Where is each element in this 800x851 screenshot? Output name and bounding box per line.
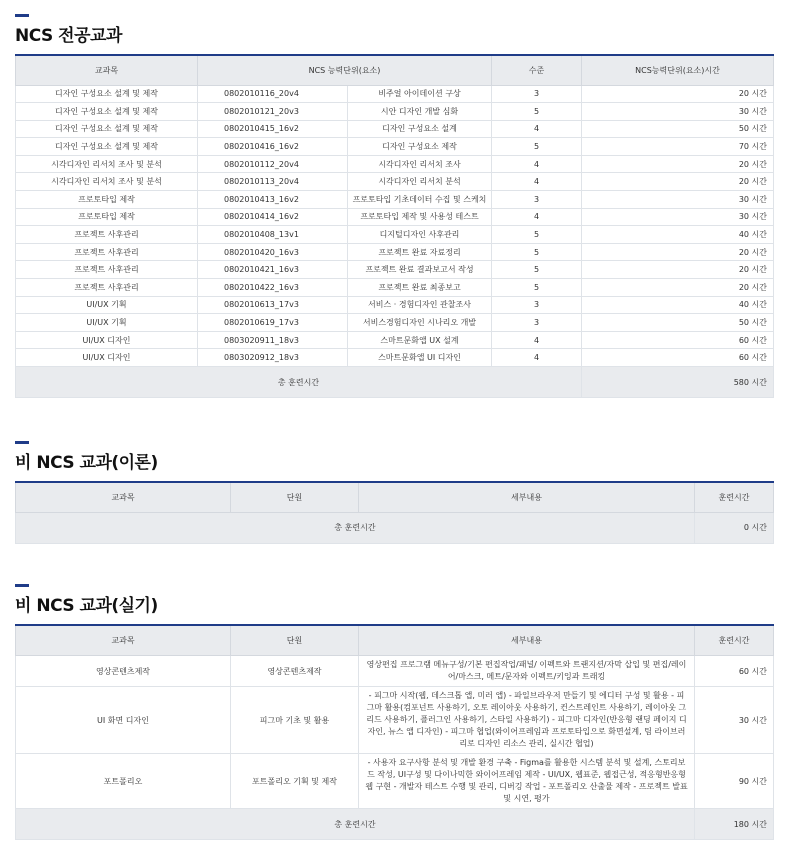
col-header-unit: 단원 xyxy=(231,482,359,512)
cell-subject: 프로젝트 사후관리 xyxy=(16,279,198,297)
cell-detail: 영상편집 프로그램 메뉴구성/기본 편집작업/패널/ 이펙트와 트랜지션/자막 삽입 및 편집/레이어/마스크, 메트/문자와 이펙트/키잉과 트래킹 xyxy=(359,656,695,687)
ncs-major-table xyxy=(15,54,774,398)
accent-bar xyxy=(15,584,29,587)
cell-level: 3 xyxy=(492,296,582,314)
cell-code: 0802010408_13v1 xyxy=(198,226,348,244)
cell-level: 5 xyxy=(492,243,582,261)
cell-hours: 50 시간 xyxy=(582,314,774,332)
cell-unit: 스마트문화앱 UI 디자인 xyxy=(348,349,492,367)
table-row xyxy=(16,120,774,138)
total-row xyxy=(16,809,774,840)
cell-code: 0802010121_20v3 xyxy=(198,103,348,121)
cell-unit: 포트폴리오 기획 및 제작 xyxy=(231,754,359,809)
total-row xyxy=(16,367,774,398)
cell-hours: 60 시간 xyxy=(695,656,774,687)
cell-subject: 시각디자인 리서치 조사 및 분석 xyxy=(16,173,198,191)
cell-code: 0803020911_18v3 xyxy=(198,331,348,349)
total-label: 총 훈련시간 xyxy=(16,809,695,840)
cell-unit: 서비스경험디자인 시나리오 개발 xyxy=(348,314,492,332)
cell-unit: 디지털디자인 사후관리 xyxy=(348,226,492,244)
col-header-unit: 단원 xyxy=(231,625,359,656)
cell-hours: 60 시간 xyxy=(582,331,774,349)
cell-hours: 90 시간 xyxy=(695,754,774,809)
cell-subject: 디자인 구성요소 설계 및 제작 xyxy=(16,85,198,103)
cell-hours: 30 시간 xyxy=(582,191,774,209)
table-row xyxy=(16,103,774,121)
cell-level: 5 xyxy=(492,279,582,297)
cell-subject: 프로젝트 사후관리 xyxy=(16,261,198,279)
cell-code: 0802010420_16v3 xyxy=(198,243,348,261)
col-header-unit: NCS 능력단위(요소) xyxy=(198,55,492,85)
non-ncs-practice-table xyxy=(15,624,774,841)
table-row xyxy=(16,85,774,103)
cell-subject: 영상콘텐츠제작 xyxy=(16,656,231,687)
cell-subject: 프로젝트 사후관리 xyxy=(16,226,198,244)
cell-code: 0802010116_20v4 xyxy=(198,85,348,103)
cell-unit: 프로젝트 완료 최종보고 xyxy=(348,279,492,297)
cell-code: 0802010416_16v2 xyxy=(198,138,348,156)
cell-hours: 60 시간 xyxy=(582,349,774,367)
accent-bar xyxy=(15,441,29,444)
section-title: 비 NCS 교과(이론) xyxy=(15,453,158,473)
table-row xyxy=(16,331,774,349)
total-label: 총 훈련시간 xyxy=(16,367,582,398)
cell-subject: 프로젝트 사후관리 xyxy=(16,243,198,261)
col-header-hours: 훈련시간 xyxy=(695,625,774,656)
table-row xyxy=(16,754,774,809)
cell-level: 5 xyxy=(492,103,582,121)
section-title: NCS 전공교과 xyxy=(15,26,122,46)
cell-detail: - 피그마 시작(웹, 데스크톱 앱, 미러 앱) - 파일브라우저 만들기 및 에디터 구성 및 활용 - 피그마 활용(컴포넌트 사용하기, 오토 레이아웃 사용하기, 컨스트레인트 사용하기, 레이아웃 그리드 사용하기, 플러그인 사용하기, 스타일 사용하기) - 피그마 디자인(반응형 랜딩 페이지 디자인, 뉴스 앱 디자인) - 피그마 협업(와이어프레임과 프로토타입으로 화면설계, 팀 라이브러리로 디자인 리소스 관리, 실시간 협업) xyxy=(359,687,695,754)
cell-code: 0802010422_16v3 xyxy=(198,279,348,297)
total-row xyxy=(16,512,774,543)
cell-unit: 프로토타입 제작 및 사용성 테스트 xyxy=(348,208,492,226)
cell-unit: 시안 디자인 개발 심화 xyxy=(348,103,492,121)
table-row xyxy=(16,191,774,209)
total-hours: 580 시간 xyxy=(582,367,774,398)
total-hours: 0 시간 xyxy=(695,512,774,543)
cell-detail: - 사용자 요구사항 분석 및 개발 환경 구축 - Figma를 활용한 시스템 분석 및 설계, 스토리보드 작성, UI구성 및 다이나믹한 와이어프레임 제작 - UI/UX, 웹표준, 웹접근성, 적응형반응형웹 구현 - 개발자 테스트 수행 및 관리, 디버깅 작업 - 포트폴리오 산출물 제작 - 프로젝트 발표 및 시연, 평가 xyxy=(359,754,695,809)
cell-subject: 시각디자인 리서치 조사 및 분석 xyxy=(16,155,198,173)
cell-level: 4 xyxy=(492,173,582,191)
col-header-subject: 교과목 xyxy=(16,55,198,85)
cell-subject: UI/UX 기획 xyxy=(16,314,198,332)
table-row xyxy=(16,296,774,314)
cell-code: 0802010414_16v2 xyxy=(198,208,348,226)
cell-hours: 20 시간 xyxy=(582,261,774,279)
col-header-hours: 훈련시간 xyxy=(695,482,774,512)
cell-hours: 30 시간 xyxy=(695,687,774,754)
accent-bar xyxy=(15,14,29,17)
table-row xyxy=(16,349,774,367)
col-header-subject: 교과목 xyxy=(16,482,231,512)
cell-level: 4 xyxy=(492,208,582,226)
table-row xyxy=(16,173,774,191)
cell-level: 4 xyxy=(492,155,582,173)
cell-hours: 30 시간 xyxy=(582,103,774,121)
cell-unit: 비주얼 아이데이션 구상 xyxy=(348,85,492,103)
cell-unit: 시각디자인 리서치 분석 xyxy=(348,173,492,191)
table-row xyxy=(16,243,774,261)
cell-subject: UI 화면 디자인 xyxy=(16,687,231,754)
cell-unit: 서비스 · 경험디자인 관찰조사 xyxy=(348,296,492,314)
cell-hours: 70 시간 xyxy=(582,138,774,156)
section-title: 비 NCS 교과(실기) xyxy=(15,595,158,616)
cell-code: 0802010112_20v4 xyxy=(198,155,348,173)
cell-hours: 40 시간 xyxy=(582,226,774,244)
col-header-detail: 세부내용 xyxy=(359,482,695,512)
cell-unit: 프로토타입 기초데이터 수집 및 스케치 xyxy=(348,191,492,209)
cell-subject: 디자인 구성요소 설계 및 제작 xyxy=(16,138,198,156)
total-label: 총 훈련시간 xyxy=(16,512,695,543)
cell-code: 0802010415_16v2 xyxy=(198,120,348,138)
cell-hours: 50 시간 xyxy=(582,120,774,138)
cell-subject: UI/UX 디자인 xyxy=(16,331,198,349)
cell-code: 0802010413_16v2 xyxy=(198,191,348,209)
non-ncs-theory-section xyxy=(15,435,773,544)
cell-code: 0802010113_20v4 xyxy=(198,173,348,191)
cell-subject: UI/UX 디자인 xyxy=(16,349,198,367)
cell-level: 3 xyxy=(492,191,582,209)
cell-hours: 20 시간 xyxy=(582,155,774,173)
cell-unit: 디자인 구성요소 제작 xyxy=(348,138,492,156)
col-header-detail: 세부내용 xyxy=(359,625,695,656)
cell-level: 4 xyxy=(492,120,582,138)
table-row xyxy=(16,687,774,754)
cell-level: 4 xyxy=(492,331,582,349)
cell-hours: 40 시간 xyxy=(582,296,774,314)
table-row xyxy=(16,261,774,279)
cell-code: 0802010421_16v3 xyxy=(198,261,348,279)
table-row xyxy=(16,208,774,226)
cell-level: 5 xyxy=(492,261,582,279)
cell-unit: 스마트문화앱 UX 설계 xyxy=(348,331,492,349)
cell-code: 0802010619_17v3 xyxy=(198,314,348,332)
cell-subject: 프로토타입 제작 xyxy=(16,208,198,226)
table-row xyxy=(16,279,774,297)
cell-hours: 20 시간 xyxy=(582,85,774,103)
cell-hours: 20 시간 xyxy=(582,243,774,261)
table-row xyxy=(16,155,774,173)
cell-unit: 디자인 구성요소 설계 xyxy=(348,120,492,138)
cell-subject: 디자인 구성요소 설계 및 제작 xyxy=(16,103,198,121)
cell-hours: 20 시간 xyxy=(582,279,774,297)
non-ncs-theory-table xyxy=(15,481,774,544)
cell-subject: 프로토타입 제작 xyxy=(16,191,198,209)
ncs-major-section xyxy=(15,8,773,398)
cell-unit: 시각디자인 리서치 조사 xyxy=(348,155,492,173)
cell-unit: 영상콘텐츠제작 xyxy=(231,656,359,687)
table-row xyxy=(16,314,774,332)
table-row xyxy=(16,138,774,156)
cell-code: 0802010613_17v3 xyxy=(198,296,348,314)
cell-unit: 프로젝트 완료 결과보고서 작성 xyxy=(348,261,492,279)
col-header-subject: 교과목 xyxy=(16,625,231,656)
cell-hours: 20 시간 xyxy=(582,173,774,191)
total-hours: 180 시간 xyxy=(695,809,774,840)
non-ncs-practice-section xyxy=(15,578,773,841)
cell-subject: 디자인 구성요소 설계 및 제작 xyxy=(16,120,198,138)
cell-code: 0803020912_18v3 xyxy=(198,349,348,367)
cell-unit: 피그마 기초 및 활용 xyxy=(231,687,359,754)
cell-level: 3 xyxy=(492,85,582,103)
cell-level: 5 xyxy=(492,226,582,244)
col-header-hours: NCS능력단위(요소)시간 xyxy=(582,55,774,85)
cell-unit: 프로젝트 완료 자료정리 xyxy=(348,243,492,261)
cell-subject: 포트폴리오 xyxy=(16,754,231,809)
cell-level: 5 xyxy=(492,138,582,156)
col-header-level: 수준 xyxy=(492,55,582,85)
cell-hours: 30 시간 xyxy=(582,208,774,226)
table-row xyxy=(16,226,774,244)
table-row xyxy=(16,656,774,687)
cell-level: 4 xyxy=(492,349,582,367)
cell-subject: UI/UX 기획 xyxy=(16,296,198,314)
cell-level: 3 xyxy=(492,314,582,332)
